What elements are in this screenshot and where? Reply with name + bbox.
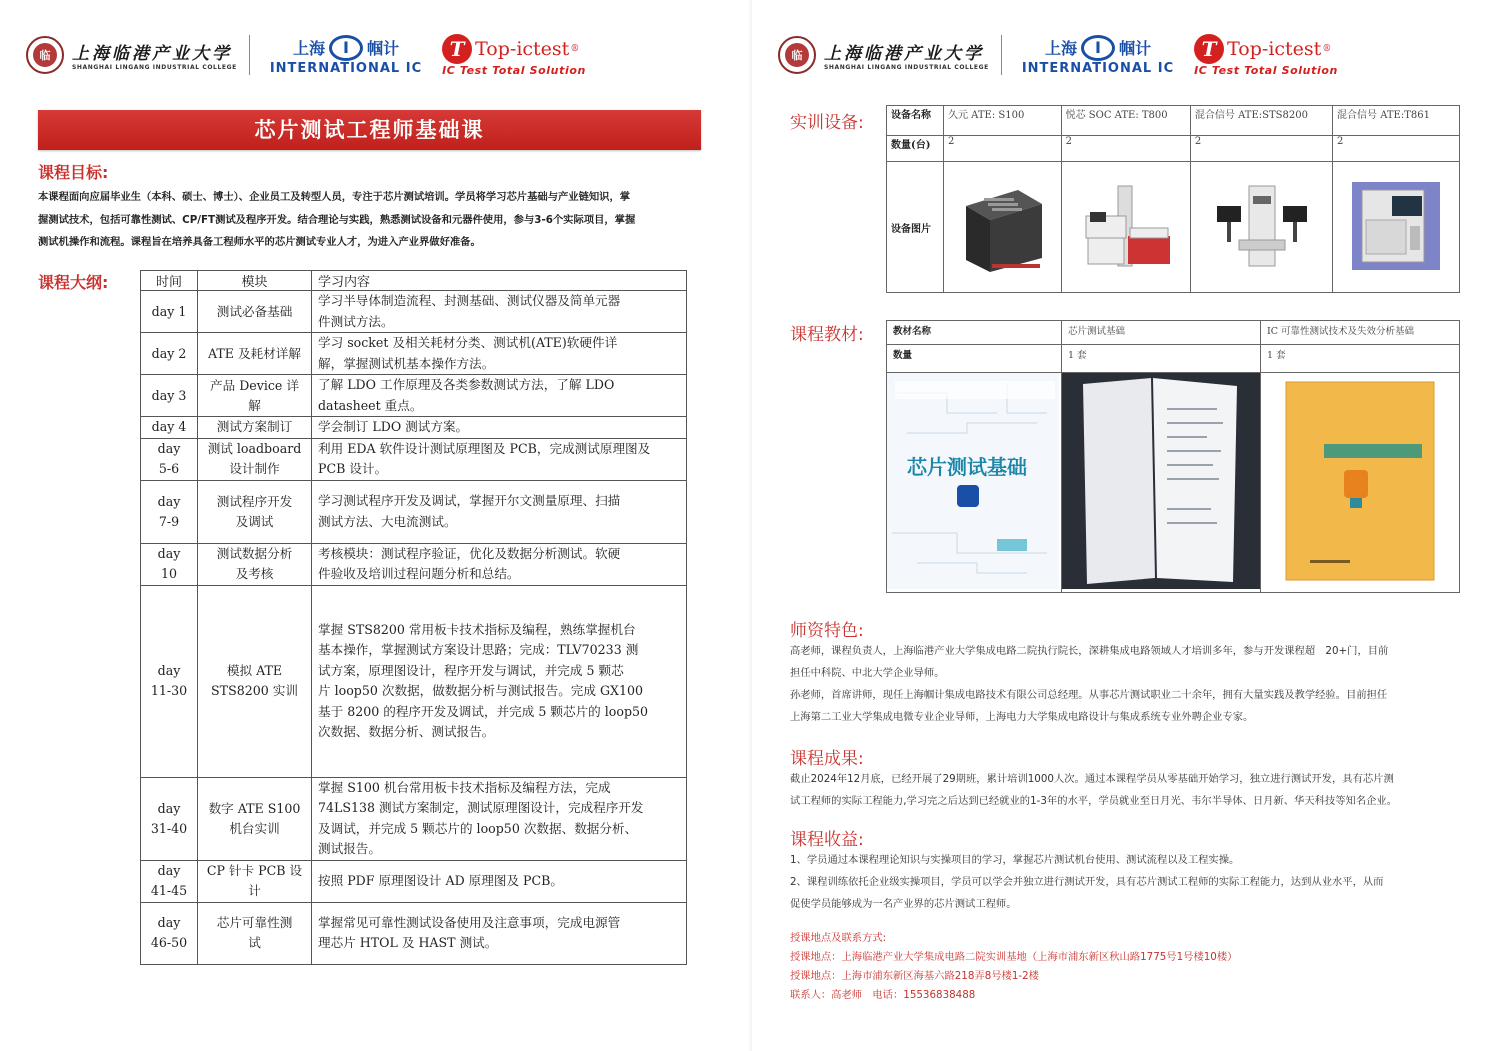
equipment-name-row: 设备名称 久元 ATE: S100 悦芯 SOC ATE: T800 混合信号 ATE:STS8200 混合信号 ATE:T861 <box>887 106 1460 136</box>
benefits-heading: 课程收益: <box>790 830 864 850</box>
textbook-cover-logo-icon <box>957 485 979 507</box>
textbook-name: IC 可靠性测试技术及失效分析基础 <box>1261 321 1460 345</box>
outline-row <box>141 543 687 585</box>
divider <box>249 35 250 75</box>
outline-content-cell: 了解 LDO 工作原理及各类参数测试方法，了解 LDO datasheet 重点。 <box>312 375 687 417</box>
equipment-count: 2 <box>944 136 1062 162</box>
outline-row <box>141 480 687 543</box>
header-logos <box>26 26 586 84</box>
textbook-table <box>886 320 1460 593</box>
outline-row <box>141 417 687 439</box>
textbook-cover-title: 芯片测试基础 <box>907 455 1027 479</box>
outline-module-cell: CP 针卡 PCB 设 计 <box>198 860 312 902</box>
outline-time-cell: day 3 <box>141 375 198 417</box>
equipment-heading: 实训设备: <box>790 113 864 133</box>
international-ic-icon: I <box>1081 35 1115 61</box>
equipment-name: 悦芯 SOC ATE: T800 <box>1061 106 1190 136</box>
outline-row <box>141 777 687 860</box>
col-header-module: 模块 <box>198 271 312 291</box>
outline-time-cell: day 11-30 <box>141 585 198 777</box>
equipment-photo-sts8200 <box>1195 162 1328 289</box>
outline-row <box>141 902 687 964</box>
outline-time-cell: day 1 <box>141 291 198 333</box>
equipment-photo-s100 <box>948 162 1057 289</box>
results-heading: 课程成果: <box>790 749 864 769</box>
outline-row <box>141 860 687 902</box>
equipment-count: 2 <box>1190 136 1332 162</box>
textbook-image-row <box>887 373 1460 593</box>
outline-content-cell: 掌握常见可靠性测试设备使用及注意事项，完成电源管 理芯片 HTOL 及 HAST 测试。 <box>312 902 687 964</box>
textbook-count-row: 数量 1 套 1 套 <box>887 345 1460 373</box>
outline-heading: 课程大纲: <box>38 273 109 292</box>
outline-content-cell: 学习测试程序开发及调试，掌握开尔文测量原理、扫描 测试方法、大电流测试。 <box>312 480 687 543</box>
outline-row <box>141 291 687 333</box>
outline-time-cell: day 5-6 <box>141 438 198 480</box>
outline-time-cell: day 7-9 <box>141 480 198 543</box>
outline-time-cell: day 10 <box>141 543 198 585</box>
header-logos <box>778 26 1338 84</box>
top-ictest-logo: T Top-ictest ® IC Test Total Solution <box>442 34 586 77</box>
outline-time-cell: day 41-45 <box>141 860 198 902</box>
textbook-count: 1 套 <box>1261 345 1460 373</box>
university-name-cn: 上海临港产业大学 <box>824 44 984 64</box>
contact-heading: 授课地点及联系方式: <box>790 932 887 944</box>
textbook-count: 1 套 <box>1062 345 1261 373</box>
equipment-name: 混合信号 ATE:T861 <box>1333 106 1460 136</box>
benefits-text: 1、学员通过本课程理论知识与实操项目的学习，掌握芯片测试机台使用、测试流程以及工程实操。 2、课程训练依托企业级实操项目，学员可以学会并独立进行测试开发，具有芯片测试工程师的实际工程能力，达到从业水平，从而 促使学员能够成为一名产业界的芯片测试工程师。 <box>790 854 1384 910</box>
equipment-count-row: 数量(台) 2 2 2 2 <box>887 136 1460 162</box>
international-ic-logo: 上海 I 帼计 INTERNATIONAL IC <box>270 35 422 76</box>
textbook-open-pages-photo <box>1062 373 1260 589</box>
outline-module-cell: 测试数据分析 及考核 <box>198 543 312 585</box>
top-ictest-logo: T Top-ictest ® IC Test Total Solution <box>1194 34 1338 77</box>
outline-time-cell: day 2 <box>141 333 198 375</box>
outline-content-cell: 学习 socket 及相关耗材分类、测试机(ATE)软硬件详 解，掌握测试机基本操作方法。 <box>312 333 687 375</box>
outline-time-cell: day 46-50 <box>141 902 198 964</box>
university-seal-icon: 临 <box>778 36 816 74</box>
university-name-en: SHANGHAI LINGANG INDUSTRIAL COLLEGE <box>824 64 989 71</box>
outline-module-cell: 芯片可靠性测 试 <box>198 902 312 964</box>
outline-table <box>140 270 687 965</box>
contact-location-1: 授课地点：上海临港产业大学集成电路二院实训基地（上海市浦东新区秋山路1775号1号楼10楼） <box>790 951 1238 963</box>
outline-row <box>141 375 687 417</box>
textbook-name: 芯片测试基础 <box>1062 321 1261 345</box>
right-page <box>752 0 1504 1051</box>
international-ic-logo: 上海 I 帼计 INTERNATIONAL IC <box>1022 35 1174 76</box>
course-title: 芯片测试工程师基础课 <box>38 110 701 150</box>
university-logo <box>778 36 989 74</box>
outline-content-cell: 掌握 S100 机台常用板卡技术指标及编程方法，完成 74LS138 测试方案制定，测试原理图设计，完成程序开发 及调试，并完成 5 颗芯片的 loop50 次数据、数据分析、 测试报告。 <box>312 777 687 860</box>
equipment-photo-t861 <box>1337 162 1455 289</box>
university-name-cn: 上海临港产业大学 <box>72 44 232 64</box>
outline-content-cell: 学习半导体制造流程、封测基础、测试仪器及简单元器 件测试方法。 <box>312 291 687 333</box>
outline-row <box>141 333 687 375</box>
outline-module-cell: 测试必备基础 <box>198 291 312 333</box>
col-header-content: 学习内容 <box>312 271 687 291</box>
equipment-name: 久元 ATE: S100 <box>944 106 1062 136</box>
outline-module-cell: 测试方案制订 <box>198 417 312 439</box>
textbook-heading: 课程教材: <box>790 325 864 345</box>
equipment-count: 2 <box>1061 136 1190 162</box>
outline-module-cell: 数字 ATE S100 机台实训 <box>198 777 312 860</box>
top-ictest-icon: T <box>442 34 472 64</box>
university-logo <box>26 36 237 74</box>
goal-heading: 课程目标: <box>38 163 109 182</box>
contact-block <box>790 929 1237 1005</box>
equipment-name: 混合信号 ATE:STS8200 <box>1190 106 1332 136</box>
top-ictest-icon: T <box>1194 34 1224 64</box>
outline-content-cell: 利用 EDA 软件设计测试原理图及 PCB，完成测试原理图及 PCB 设计。 <box>312 438 687 480</box>
outline-time-cell: day 4 <box>141 417 198 439</box>
university-name-en: SHANGHAI LINGANG INDUSTRIAL COLLEGE <box>72 64 237 71</box>
faculty-text: 高老师，课程负责人，上海临港产业大学集成电路二院执行院长，深耕集成电路领域人才培训多年，参与开发课程超 20+门，目前 担任中科院、中北大学企业导师。 孙老师，首席讲师，现任上海帼计集成电路技术有限公司总经理。从事芯片测试职业二十余年，拥有大量实践及教学经验。目前担任 上海第二工业大学集成电微专业企业导师，上海电力大学集成电路设计与集成系统专业外聘企业专家。 <box>790 645 1389 723</box>
divider <box>1001 35 1002 75</box>
equipment-table <box>886 105 1460 293</box>
outline-module-cell: 产品 Device 详 解 <box>198 375 312 417</box>
textbook-yellow-cover-photo <box>1261 373 1459 589</box>
outline-header-row <box>141 271 687 291</box>
equipment-count: 2 <box>1333 136 1460 162</box>
textbook-name-row: 教材名称 芯片测试基础 IC 可靠性测试技术及失效分析基础 <box>887 321 1460 345</box>
contact-person: 联系人：高老师 电话：15536838488 <box>790 989 976 1001</box>
outline-module-cell: 测试程序开发 及调试 <box>198 480 312 543</box>
outline-content-cell: 按照 PDF 原理图设计 AD 原理图及 PCB。 <box>312 860 687 902</box>
textbook-cover-photo <box>887 373 1059 589</box>
equipment-photo-t800 <box>1066 162 1186 289</box>
outline-module-cell: 测试 loadboard 设计制作 <box>198 438 312 480</box>
outline-time-cell: day 31-40 <box>141 777 198 860</box>
outline-content-cell: 考核模块：测试程序验证，优化及数据分析测试。软硬 件验收及培训过程问题分析和总结。 <box>312 543 687 585</box>
equipment-image-row: 设备图片 <box>887 162 1460 293</box>
outline-content-cell: 学会制订 LDO 测试方案。 <box>312 417 687 439</box>
results-text: 截止2024年12月底，已经开展了29期班，累计培训1000人次。通过本课程学员从零基础开始学习，独立进行测试开发，具有芯片测 试工程师的实际工程能力,学习完之后达到已经就业的1-3年的水平，学员就业至日月光、韦尔半导体、日月新、华天科技等知名企业。 <box>790 773 1398 807</box>
university-seal-icon: 临 <box>26 36 64 74</box>
faculty-heading: 师资特色: <box>790 621 864 641</box>
international-ic-icon: I <box>329 35 363 61</box>
outline-module-cell: 模拟 ATE STS8200 实训 <box>198 585 312 777</box>
goal-text: 本课程面向应届毕业生（本科、硕士、博士）、企业员工及转型人员，专注于芯片测试培训。学员将学习芯片基础与产业链知识，掌 握测试技术，包括可靠性测试、CP/FT测试及程序开发。结合理论与实践，熟悉测试设备和元器件使用，参与3-6个实际项目，掌握 测试机操作和流程。课程旨在培养具备工程师水平的芯片测试专业人才，为进入产业界做好准备。 <box>38 191 636 248</box>
outline-row <box>141 438 687 480</box>
outline-module-cell: ATE 及耗材详解 <box>198 333 312 375</box>
col-header-time: 时间 <box>141 271 198 291</box>
outline-content-cell: 掌握 STS8200 常用板卡技术指标及编程，熟练掌握机台 基本操作，掌握测试方案设计思路；完成：TLV70233 测 试方案，原理图设计，程序开发与调试，并完成 5 颗芯 片 loop50 次数据，做数据分析与测试报告。完成 GX100 基于 8200 的程序开发及调试，并完成 5 颗芯片的 loop50 次数据、数据分析、测试报告。 <box>312 585 687 777</box>
outline-row <box>141 585 687 777</box>
contact-location-2: 授课地点：上海市浦东新区海基六路218弄8号楼1-2楼 <box>790 970 1039 982</box>
